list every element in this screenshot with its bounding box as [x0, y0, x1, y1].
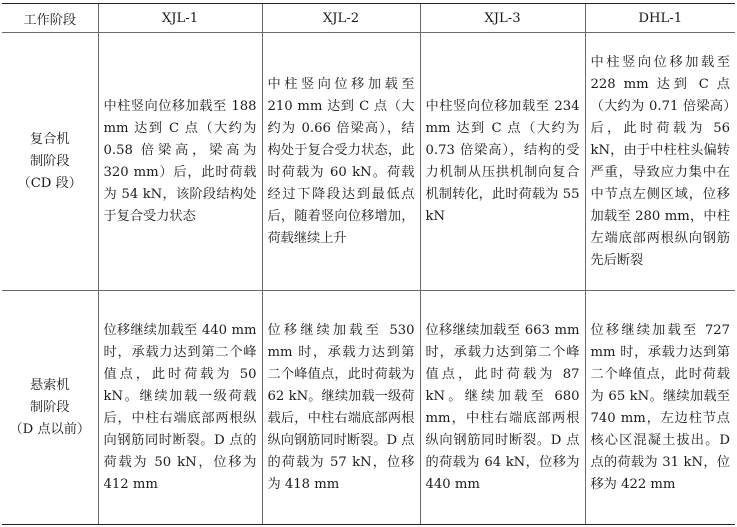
cell-xjl3: 位移继续加载至 663 mm 时，承载力达到第二个峰值点，此时荷载为 87 kN。继续加载至 680 mm，中柱右端底部两根纵向钢筋同时断裂。D 点的荷载为 64 kN，位移为 440 mm	[420, 291, 585, 525]
stage-label-line: 悬索机	[29, 377, 70, 393]
header-xjl2: XJL-2	[262, 4, 420, 33]
header-dhl1: DHL-1	[585, 4, 735, 33]
stage-label-line: 制阶段	[29, 153, 70, 169]
table-row	[2, 33, 735, 291]
stage-cell	[2, 291, 98, 525]
cell-dhl1: 中柱竖向位移加载至 228 mm 达到 C 点（大约为 0.71 倍梁高）后，此时荷载为 56 kN，由于中柱柱头偏转严重，导致应力集中在中节点左侧区域，位移加载至 280 mm，中柱左端底部两根纵向钢筋先后断裂	[585, 33, 735, 291]
stage-label-line: （D 点以前）	[9, 421, 91, 437]
stage-label-line: 复合机	[29, 131, 70, 147]
stage-label-line: （CD 段）	[17, 175, 82, 191]
header-row	[2, 4, 735, 33]
stage-cell	[2, 33, 98, 291]
header-xjl3: XJL-3	[420, 4, 585, 33]
cell-xjl1: 中柱竖向位移加载至 188 mm 达到 C 点（大约为 0.58 倍梁高，梁高为 320 mm）后，此时荷载为 54 kN，该阶段结构处于复合受力状态	[98, 33, 262, 291]
working-stage-table	[2, 3, 735, 525]
cell-xjl2: 中柱竖向位移加载至 210 mm 达到 C 点（大约为 0.66 倍梁高），结构处于复合受力状态，此时荷载为 60 kN。荷载经过下降段达到最低点后，随着竖向位移增加，荷载继续上升	[262, 33, 420, 291]
cell-xjl3: 中柱竖向位移加载至 234 mm 达到 C 点（大约为 0.73 倍梁高），结构的受力机制从压拱机制向复合机制转化，此时荷载为 55 kN	[420, 33, 585, 291]
table-row	[2, 291, 735, 525]
stage-label-line: 制阶段	[29, 399, 70, 415]
cell-dhl1: 位移继续加载至 727 mm 时，承载力达到第二个峰值点，此时荷载为 65 kN。继续加载至 740 mm，左边柱节点核心区混凝土拔出。D 点的荷载为 31 kN，位移为 422 mm	[585, 291, 735, 525]
header-stage: 工作阶段	[2, 4, 98, 33]
cell-xjl1: 位移继续加载至 440 mm 时，承载力达到第二个峰值点，此时荷载为 50 kN。继续加载一级荷载后，中柱右端底部两根纵向钢筋同时断裂。D 点的荷载为 50 kN，位移为 412 mm	[98, 291, 262, 525]
cell-xjl2: 位移继续加载至 530 mm 时，承载力达到第二个峰值点，此时荷载为 62 kN。继续加载一级荷载后，中柱右端底部两根纵向钢筋同时断裂。D 点的荷载为 57 kN，位移为 418 mm	[262, 291, 420, 525]
header-xjl1: XJL-1	[98, 4, 262, 33]
